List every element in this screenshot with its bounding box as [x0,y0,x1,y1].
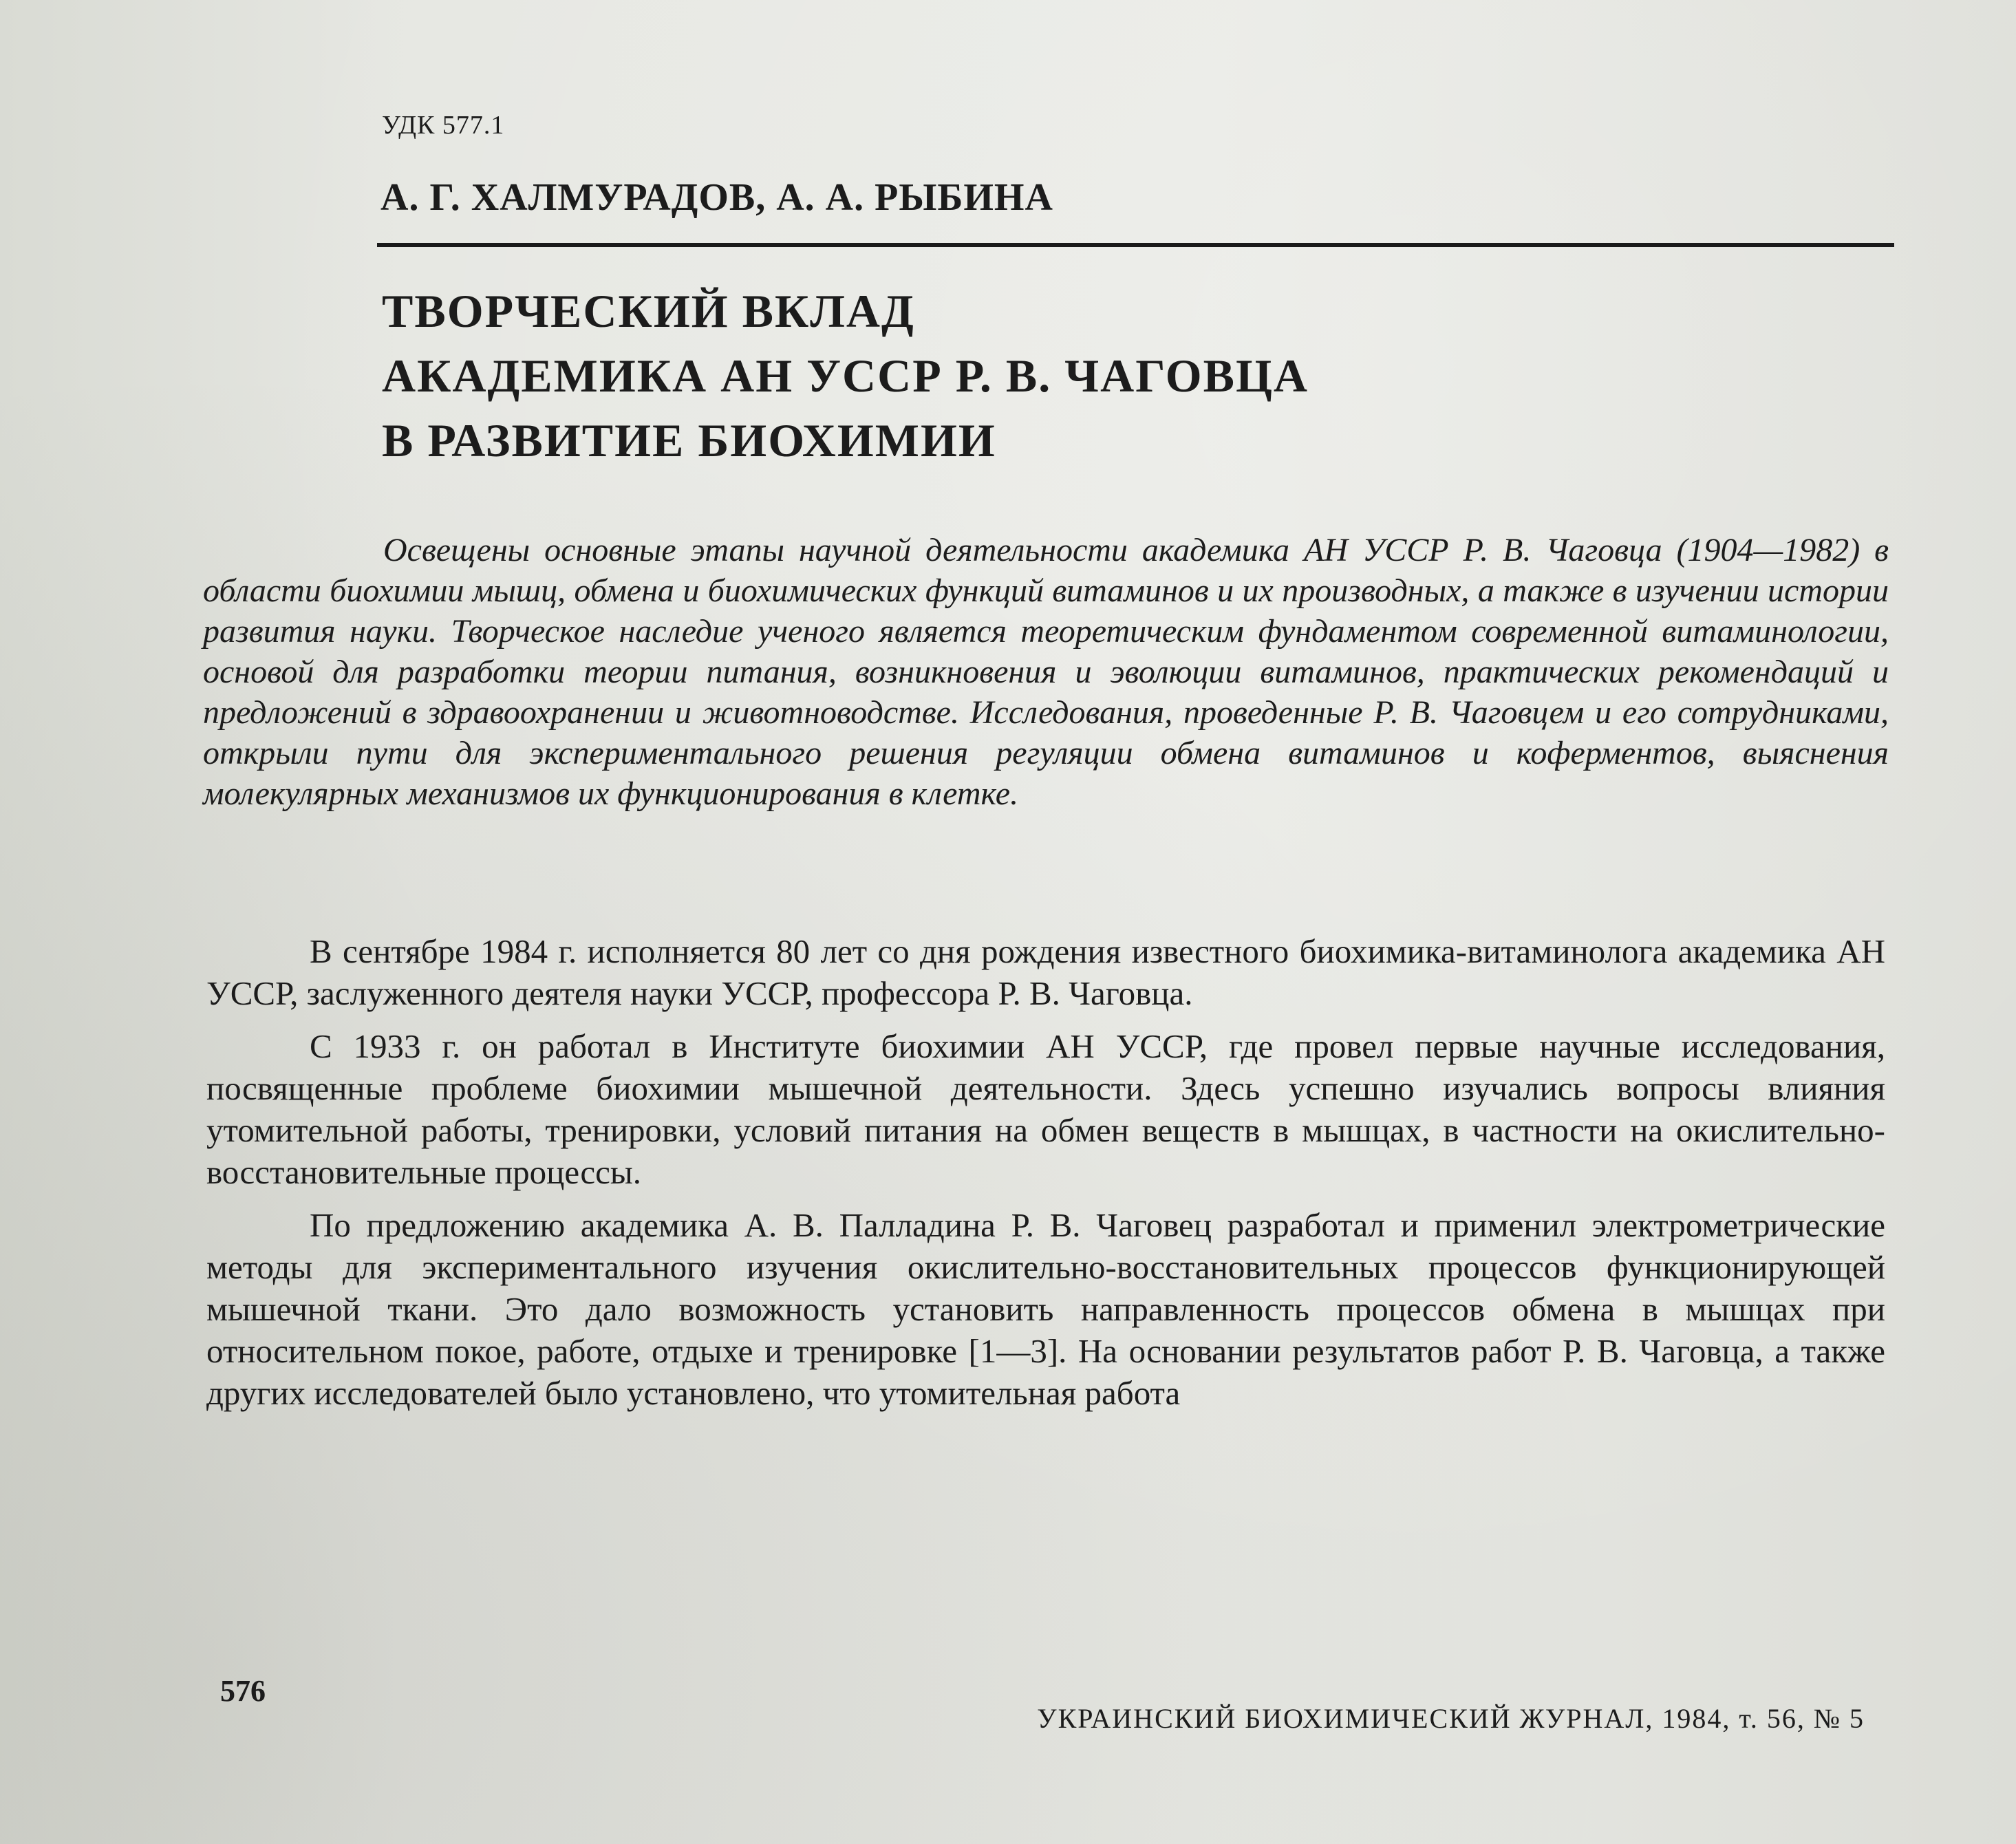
journal-citation: УКРАИНСКИЙ БИОХИМИЧЕСКИЙ ЖУРНАЛ, 1984, т. 56, № 5 [1037,1703,1865,1734]
title-line-1: ТВОРЧЕСКИЙ ВКЛАД [382,285,915,337]
title-line-2: АКАДЕМИКА АН УССР Р. В. ЧАГОВЦА [382,350,1309,402]
paragraph-3: По предложению академика А. В. Палладина Р. В. Чаговец разработал и применил электрометрические методы для экспериментального изучения окислительно-восстановительных процессов функционирующей мышечной ткани. Это дало возможность установить направленность процессов обмена в мышцах при относительном покое, работе, отдыхе и тренировке [1—3]. На основании результатов работ Р. В. Чаговца, а также других исследователей было установлено, что утомительная работа [206,1206,1885,1412]
article-body [206,930,1885,1425]
paragraph-2: С 1933 г. он работал в Институте биохимии АН УССР, где провел первые научные исследования, посвященные проблеме биохимии мышечной деятельности. Здесь успешно изучались вопросы влияния утомительной работы, тренировки, условий питания на обмен веществ в мышцах, в частности на окислительно-восстановительные процессы. [206,1027,1885,1191]
udk-code: УДК 577.1 [382,111,505,140]
authors: А. Г. ХАЛМУРАДОВ, А. А. РЫБИНА [380,176,1053,219]
paragraph-1: В сентябре 1984 г. исполняется 80 лет со дня рождения известного биохимика-витаминолога академика АН УССР, заслуженного деятеля науки УССР, профессора Р. В. Чаговца. [206,932,1885,1012]
abstract: Освещены основные этапы научной деятельности академика АН УССР Р. В. Чаговца (1904—1982) в области биохимии мышц, обмена и биохимических функций витаминов и их производных, а также в изучении истории развития науки. Творческое наследие ученого является теоретическим фундаментом современной витаминологии, основой для разработки теории питания, возникновения и эволюции витаминов, практических рекомендаций и предложений в здравоохранении и животноводстве. Исследования, проведенные Р. В. Чаговцем и его сотрудниками, открыли пути для экспериментального решения регуляции обмена витаминов и коферментов, выяснения молекулярных механизмов их функционирования в клетке. [203,532,1889,812]
article-title [382,279,1309,473]
title-line-3: В РАЗВИТИЕ БИОХИМИИ [382,414,996,467]
header-rule [377,243,1894,247]
page-number: 576 [220,1674,266,1708]
